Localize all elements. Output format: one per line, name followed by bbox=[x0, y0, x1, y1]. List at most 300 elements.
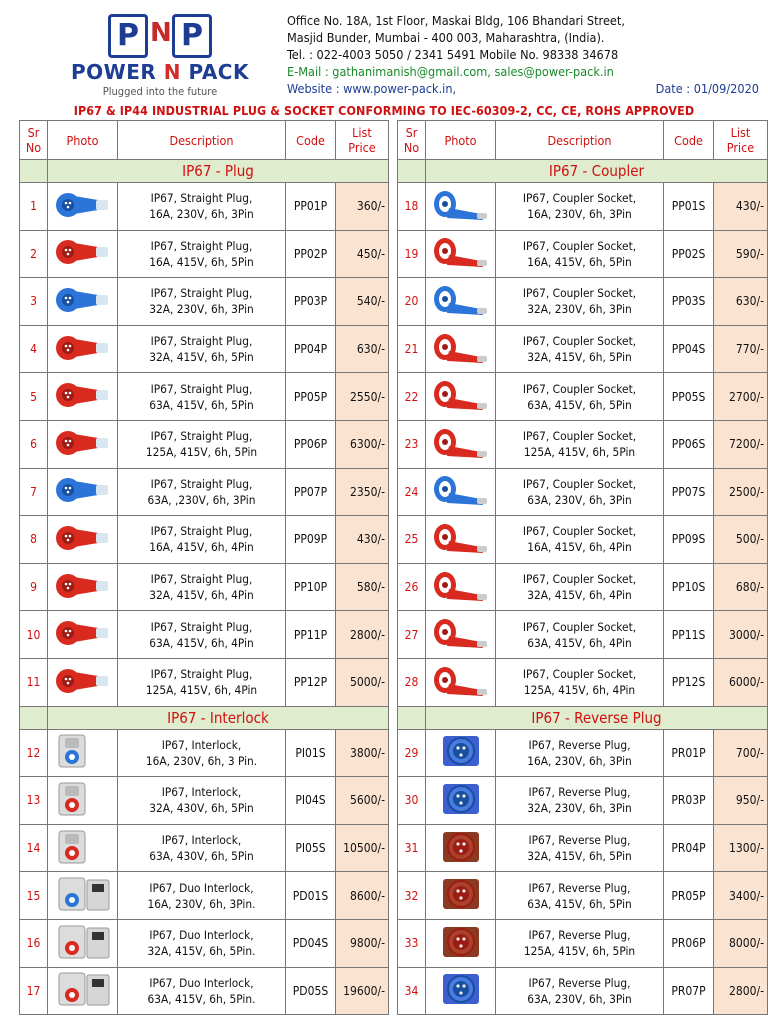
red-coupler-icon bbox=[431, 424, 491, 465]
price-cell: 770/- bbox=[714, 325, 768, 373]
photo-cell bbox=[48, 611, 118, 659]
table-row bbox=[398, 872, 768, 920]
sr-no-cell: 11 bbox=[20, 658, 48, 706]
price-cell: 8000/- bbox=[714, 919, 768, 967]
sr-no-cell: 32 bbox=[398, 872, 426, 920]
price-cell: 2500/- bbox=[714, 468, 768, 516]
description-line-2: 16A, 415V, 6h, 4Pin bbox=[149, 540, 254, 555]
sr-no-cell: 22 bbox=[398, 373, 426, 421]
description-line-1: IP67, Interlock, bbox=[161, 785, 242, 800]
description-cell bbox=[496, 373, 664, 421]
code-cell: PP06P bbox=[286, 420, 336, 468]
table-row bbox=[398, 420, 768, 468]
price-cell: 6300/- bbox=[336, 420, 389, 468]
table-row bbox=[398, 777, 768, 825]
code-cell: PP01P bbox=[286, 183, 336, 231]
description-line-1: IP67, Straight Plug, bbox=[150, 572, 253, 587]
logo-word-power: POWER bbox=[71, 60, 157, 84]
duo-interlock-red-icon bbox=[53, 969, 113, 1012]
code-cell: PI04S bbox=[286, 777, 336, 825]
code-cell: PI01S bbox=[286, 729, 336, 777]
description-cell bbox=[118, 824, 286, 872]
photo-cell bbox=[48, 824, 118, 872]
table-row bbox=[398, 919, 768, 967]
sr-no-cell: 28 bbox=[398, 658, 426, 706]
description-line-2: 16A, 415V, 6h, 5Pin bbox=[149, 254, 254, 269]
code-cell: PP12P bbox=[286, 658, 336, 706]
description-line-2: 32A, 230V, 6h, 3Pin bbox=[527, 801, 632, 816]
description-cell bbox=[118, 872, 286, 920]
price-cell: 500/- bbox=[714, 516, 768, 564]
price-cell: 5600/- bbox=[336, 777, 389, 825]
photo-cell bbox=[48, 373, 118, 421]
section-title: IP67 - Reverse Plug bbox=[426, 706, 768, 729]
description-line-1: IP67, Coupler Socket, bbox=[522, 667, 637, 682]
table-row bbox=[398, 729, 768, 777]
description-line-2: 63A, 230V, 6h, 3Pin bbox=[527, 492, 632, 507]
sr-header-line-1: Sr bbox=[27, 125, 40, 140]
sr-no-cell: 31 bbox=[398, 824, 426, 872]
section-spacer bbox=[398, 706, 426, 729]
sr-no-cell: 5 bbox=[20, 373, 48, 421]
sr-no-cell: 6 bbox=[20, 420, 48, 468]
photo-cell bbox=[48, 325, 118, 373]
description-line-1: IP67, Duo Interlock, bbox=[149, 975, 254, 990]
code-cell: PP03P bbox=[286, 278, 336, 326]
description-cell bbox=[496, 919, 664, 967]
price-cell: 3400/- bbox=[714, 872, 768, 920]
code-cell: PP07S bbox=[664, 468, 714, 516]
description-line-2: 63A, 415V, 6h, 5Pin. bbox=[147, 991, 256, 1006]
price-cell: 6000/- bbox=[714, 658, 768, 706]
description-line-2: 125A, 415V, 6h, 4Pin bbox=[145, 683, 258, 698]
table-row bbox=[398, 468, 768, 516]
price-cell: 540/- bbox=[336, 278, 389, 326]
address-line-1: Office No. 18A, 1st Floor, Maskai Bldg, 106 Bhandari Street, bbox=[287, 13, 625, 28]
sr-no-cell: 3 bbox=[20, 278, 48, 326]
table-row bbox=[20, 563, 389, 611]
section-spacer bbox=[398, 160, 426, 183]
price-cell: 430/- bbox=[714, 183, 768, 231]
photo-cell bbox=[426, 230, 496, 278]
photo-cell bbox=[48, 563, 118, 611]
description-line-1: IP67, Reverse Plug, bbox=[528, 785, 631, 800]
table-row bbox=[20, 872, 389, 920]
description-line-2: 63A, 230V, 6h, 3Pin bbox=[527, 991, 632, 1006]
table-row bbox=[20, 373, 389, 421]
logo-pnp-mark bbox=[45, 14, 275, 58]
description-line-1: IP67, Straight Plug, bbox=[150, 429, 253, 444]
telephone-line: Tel. : 022-4003 5050 / 2341 5491 Mobile No. 98338 34678 bbox=[287, 47, 619, 62]
description-line-2: 32A, 430V, 6h, 5Pin bbox=[149, 801, 254, 816]
description-line-2: 16A, 230V, 6h, 3Pin bbox=[527, 753, 632, 768]
section-header-row bbox=[20, 160, 389, 183]
description-line-1: IP67, Reverse Plug, bbox=[528, 737, 631, 752]
code-cell: PI05S bbox=[286, 824, 336, 872]
logo-letter-n: N bbox=[150, 14, 170, 52]
description-line-2: 125A, 415V, 6h, 5Pin bbox=[523, 445, 636, 460]
table-row bbox=[398, 373, 768, 421]
price-header-line-2: Price bbox=[348, 140, 376, 155]
red-reverse-plug-icon bbox=[437, 923, 485, 964]
photo-cell bbox=[426, 824, 496, 872]
description-line-2: 63A, 415V, 6h, 4Pin bbox=[149, 635, 254, 650]
red-plug-icon bbox=[54, 521, 112, 558]
description-cell bbox=[496, 563, 664, 611]
code-cell: PP10P bbox=[286, 563, 336, 611]
blue-plug-icon bbox=[54, 283, 112, 320]
description-line-1: IP67, Coupler Socket, bbox=[522, 334, 637, 349]
code-cell: PP04P bbox=[286, 325, 336, 373]
sr-no-cell: 10 bbox=[20, 611, 48, 659]
sr-no-cell: 12 bbox=[20, 729, 48, 777]
description-line-2: 125A, 415V, 6h, 4Pin bbox=[523, 683, 636, 698]
description-cell bbox=[118, 278, 286, 326]
description-line-2: 32A, 415V, 6h, 5Pin bbox=[149, 350, 254, 365]
sr-no-cell: 15 bbox=[20, 872, 48, 920]
sr-no-cell: 16 bbox=[20, 919, 48, 967]
description-cell bbox=[496, 420, 664, 468]
description-line-1: IP67, Coupler Socket, bbox=[522, 524, 637, 539]
price-cell: 700/- bbox=[714, 729, 768, 777]
sr-no-cell: 13 bbox=[20, 777, 48, 825]
description-line-1: IP67, Interlock, bbox=[161, 737, 242, 752]
description-line-1: IP67, Interlock, bbox=[161, 833, 242, 848]
description-cell bbox=[496, 516, 664, 564]
standards-banner: IP67 & IP44 INDUSTRIAL PLUG & SOCKET CONFORMING TO IEC-60309-2, CC, CE, ROHS APPROVED bbox=[73, 103, 695, 118]
sr-no-cell: 29 bbox=[398, 729, 426, 777]
description-line-1: IP67, Coupler Socket, bbox=[522, 191, 637, 206]
photo-cell bbox=[426, 872, 496, 920]
description-line-2: 63A, 415V, 6h, 5Pin bbox=[149, 397, 254, 412]
photo-cell bbox=[48, 872, 118, 920]
code-header: Code bbox=[664, 121, 714, 160]
code-cell: PD04S bbox=[286, 919, 336, 967]
code-cell: PP09P bbox=[286, 516, 336, 564]
description-cell bbox=[496, 611, 664, 659]
blue-reverse-plug-icon bbox=[437, 970, 485, 1011]
description-line-2: 125A, 415V, 6h, 5Pin bbox=[523, 944, 636, 959]
photo-cell bbox=[426, 729, 496, 777]
logo-word-n: N bbox=[163, 60, 182, 84]
description-line-1: IP67, Coupler Socket, bbox=[522, 619, 637, 634]
code-cell: PR07P bbox=[664, 967, 714, 1015]
code-cell: PD01S bbox=[286, 872, 336, 920]
description-line-1: IP67, Reverse Plug, bbox=[528, 833, 631, 848]
red-coupler-icon bbox=[431, 662, 491, 703]
description-cell bbox=[118, 325, 286, 373]
description-cell bbox=[118, 468, 286, 516]
table-row bbox=[20, 777, 389, 825]
sr-no-cell: 9 bbox=[20, 563, 48, 611]
description-line-1: IP67, Straight Plug, bbox=[150, 191, 253, 206]
blue-coupler-icon bbox=[431, 471, 491, 512]
red-plug-icon bbox=[54, 235, 112, 272]
table-row bbox=[20, 919, 389, 967]
description-line-1: IP67, Straight Plug, bbox=[150, 286, 253, 301]
table-row bbox=[398, 230, 768, 278]
price-cell: 590/- bbox=[714, 230, 768, 278]
price-cell: 2550/- bbox=[336, 373, 389, 421]
sr-no-cell: 2 bbox=[20, 230, 48, 278]
sr-no-cell: 20 bbox=[398, 278, 426, 326]
red-reverse-plug-icon bbox=[437, 875, 485, 916]
price-cell: 3800/- bbox=[336, 729, 389, 777]
photo-cell bbox=[48, 919, 118, 967]
duo-interlock-red-icon bbox=[53, 922, 113, 965]
section-header-row bbox=[398, 706, 768, 729]
description-cell bbox=[496, 872, 664, 920]
blue-reverse-plug-icon bbox=[437, 780, 485, 821]
description-line-2: 16A, 415V, 6h, 4Pin bbox=[527, 540, 632, 555]
code-cell: PP12S bbox=[664, 658, 714, 706]
description-line-2: 32A, 415V, 6h, 4Pin bbox=[149, 588, 254, 603]
table-row bbox=[20, 468, 389, 516]
description-cell bbox=[118, 729, 286, 777]
interlock-red-icon bbox=[53, 827, 113, 870]
sr-no-cell: 4 bbox=[20, 325, 48, 373]
code-cell: PP11S bbox=[664, 611, 714, 659]
photo-cell bbox=[426, 563, 496, 611]
description-cell bbox=[496, 777, 664, 825]
price-cell: 2700/- bbox=[714, 373, 768, 421]
sr-no-cell: 14 bbox=[20, 824, 48, 872]
description-cell bbox=[118, 658, 286, 706]
price-cell: 10500/- bbox=[336, 824, 389, 872]
code-cell: PR01P bbox=[664, 729, 714, 777]
description-line-1: IP67, Straight Plug, bbox=[150, 667, 253, 682]
description-cell bbox=[118, 777, 286, 825]
table-row bbox=[20, 278, 389, 326]
sr-no-cell: 18 bbox=[398, 183, 426, 231]
list-price-header bbox=[714, 121, 768, 160]
sr-no-cell: 24 bbox=[398, 468, 426, 516]
blue-plug-icon bbox=[54, 473, 112, 510]
price-cell: 1300/- bbox=[714, 824, 768, 872]
sr-no-cell: 8 bbox=[20, 516, 48, 564]
photo-cell bbox=[48, 777, 118, 825]
photo-cell bbox=[426, 611, 496, 659]
description-line-1: IP67, Straight Plug, bbox=[150, 476, 253, 491]
description-line-2: 125A, 415V, 6h, 5Pin bbox=[145, 445, 258, 460]
red-plug-icon bbox=[54, 378, 112, 415]
price-cell: 360/- bbox=[336, 183, 389, 231]
sr-no-cell: 34 bbox=[398, 967, 426, 1015]
contact-block bbox=[287, 12, 767, 97]
price-cell: 2800/- bbox=[714, 967, 768, 1015]
sr-no-cell: 30 bbox=[398, 777, 426, 825]
sr-no-cell: 27 bbox=[398, 611, 426, 659]
price-cell: 950/- bbox=[714, 777, 768, 825]
description-line-2: 63A, 415V, 6h, 5Pin bbox=[527, 896, 632, 911]
table-row bbox=[398, 824, 768, 872]
description-cell bbox=[496, 278, 664, 326]
photo-header: Photo bbox=[426, 121, 496, 160]
price-cell: 5000/- bbox=[336, 658, 389, 706]
blue-plug-icon bbox=[54, 188, 112, 225]
table-row bbox=[20, 658, 389, 706]
red-coupler-icon bbox=[431, 233, 491, 274]
description-header: Description bbox=[118, 121, 286, 160]
price-cell: 3000/- bbox=[714, 611, 768, 659]
photo-cell bbox=[426, 373, 496, 421]
code-cell: PD05S bbox=[286, 967, 336, 1015]
sr-header-line-2: No bbox=[403, 140, 420, 155]
table-row bbox=[20, 611, 389, 659]
description-line-2: 32A, 230V, 6h, 3Pin bbox=[527, 302, 632, 317]
photo-cell bbox=[426, 468, 496, 516]
price-cell: 9800/- bbox=[336, 919, 389, 967]
red-plug-icon bbox=[54, 426, 112, 463]
blue-coupler-icon bbox=[431, 186, 491, 227]
sr-no-cell: 17 bbox=[20, 967, 48, 1015]
photo-cell bbox=[48, 516, 118, 564]
description-cell bbox=[118, 563, 286, 611]
description-line-1: IP67, Coupler Socket, bbox=[522, 238, 637, 253]
description-cell bbox=[118, 516, 286, 564]
code-cell: PR03P bbox=[664, 777, 714, 825]
code-cell: PP05P bbox=[286, 373, 336, 421]
description-line-2: 16A, 415V, 6h, 5Pin bbox=[527, 254, 632, 269]
table-row bbox=[398, 611, 768, 659]
interlock-blue-icon bbox=[53, 731, 113, 774]
section-spacer bbox=[20, 706, 48, 729]
interlock-red-icon bbox=[53, 779, 113, 822]
section-header-row bbox=[20, 706, 389, 729]
code-cell: PP02S bbox=[664, 230, 714, 278]
photo-cell bbox=[426, 919, 496, 967]
blue-reverse-plug-icon bbox=[437, 732, 485, 773]
code-cell: PP10S bbox=[664, 563, 714, 611]
table-row bbox=[398, 516, 768, 564]
description-line-2: 63A, 415V, 6h, 5Pin bbox=[527, 397, 632, 412]
photo-cell bbox=[426, 420, 496, 468]
sr-no-cell: 26 bbox=[398, 563, 426, 611]
left-price-table bbox=[19, 120, 389, 1015]
description-cell bbox=[496, 729, 664, 777]
code-cell: PP03S bbox=[664, 278, 714, 326]
description-line-2: 32A, 415V, 6h, 5Pin. bbox=[147, 944, 256, 959]
table-row bbox=[398, 325, 768, 373]
price-header-line-1: List bbox=[730, 125, 751, 140]
description-cell bbox=[496, 824, 664, 872]
code-cell: PP01S bbox=[664, 183, 714, 231]
sr-no-cell: 25 bbox=[398, 516, 426, 564]
description-line-1: IP67, Straight Plug, bbox=[150, 619, 253, 634]
description-line-2: 32A, 415V, 6h, 5Pin bbox=[527, 849, 632, 864]
logo-letter-p1: P bbox=[108, 14, 148, 58]
photo-cell bbox=[426, 658, 496, 706]
description-line-1: IP67, Duo Interlock, bbox=[149, 880, 254, 895]
logo-word-pack: PACK bbox=[188, 60, 249, 84]
description-line-1: IP67, Duo Interlock, bbox=[149, 928, 254, 943]
red-coupler-icon bbox=[431, 376, 491, 417]
table-row bbox=[398, 967, 768, 1015]
red-coupler-icon bbox=[431, 614, 491, 655]
red-coupler-icon bbox=[431, 567, 491, 608]
description-line-2: 16A, 230V, 6h, 3 Pin. bbox=[145, 753, 258, 768]
price-cell: 630/- bbox=[336, 325, 389, 373]
duo-interlock-blue-icon bbox=[53, 874, 113, 917]
description-line-1: IP67, Straight Plug, bbox=[150, 334, 253, 349]
table-row bbox=[398, 183, 768, 231]
photo-cell bbox=[48, 658, 118, 706]
price-cell: 2800/- bbox=[336, 611, 389, 659]
code-cell: PP09S bbox=[664, 516, 714, 564]
price-cell: 7200/- bbox=[714, 420, 768, 468]
description-line-2: 63A, 430V, 6h, 5Pin bbox=[149, 849, 254, 864]
table-row bbox=[398, 658, 768, 706]
page-header bbox=[0, 0, 768, 106]
table-row bbox=[20, 420, 389, 468]
description-cell bbox=[118, 230, 286, 278]
red-plug-icon bbox=[54, 664, 112, 701]
table-row bbox=[398, 278, 768, 326]
list-price-header bbox=[336, 121, 389, 160]
sr-no-header bbox=[398, 121, 426, 160]
price-cell: 450/- bbox=[336, 230, 389, 278]
code-cell: PP11P bbox=[286, 611, 336, 659]
photo-cell bbox=[48, 420, 118, 468]
red-plug-icon bbox=[54, 616, 112, 653]
price-cell: 2350/- bbox=[336, 468, 389, 516]
description-cell bbox=[118, 420, 286, 468]
description-line-1: IP67, Coupler Socket, bbox=[522, 381, 637, 396]
description-cell bbox=[496, 967, 664, 1015]
description-line-2: 63A, ,230V, 6h, 3Pin bbox=[147, 492, 256, 507]
website-line: Website : www.power-pack.in, bbox=[287, 81, 457, 96]
price-cell: 8600/- bbox=[336, 872, 389, 920]
code-header: Code bbox=[286, 121, 336, 160]
code-cell: PP02P bbox=[286, 230, 336, 278]
description-cell bbox=[496, 230, 664, 278]
description-line-1: IP67, Coupler Socket, bbox=[522, 572, 637, 587]
description-line-1: IP67, Coupler Socket, bbox=[522, 286, 637, 301]
description-cell bbox=[118, 919, 286, 967]
photo-cell bbox=[426, 516, 496, 564]
price-cell: 680/- bbox=[714, 563, 768, 611]
price-header-line-1: List bbox=[352, 125, 372, 140]
code-cell: PP05S bbox=[664, 373, 714, 421]
section-title: IP67 - Plug bbox=[48, 160, 389, 183]
description-cell bbox=[118, 183, 286, 231]
price-cell: 630/- bbox=[714, 278, 768, 326]
photo-cell bbox=[426, 183, 496, 231]
photo-cell bbox=[48, 278, 118, 326]
sr-no-cell: 7 bbox=[20, 468, 48, 516]
photo-cell bbox=[48, 230, 118, 278]
description-line-1: IP67, Straight Plug, bbox=[150, 524, 253, 539]
sr-no-cell: 1 bbox=[20, 183, 48, 231]
company-logo bbox=[45, 8, 275, 100]
description-cell bbox=[496, 325, 664, 373]
code-cell: PP07P bbox=[286, 468, 336, 516]
photo-cell bbox=[48, 729, 118, 777]
section-title: IP67 - Coupler bbox=[426, 160, 768, 183]
red-coupler-icon bbox=[431, 519, 491, 560]
description-cell bbox=[118, 967, 286, 1015]
section-header-row bbox=[398, 160, 768, 183]
table-row bbox=[20, 516, 389, 564]
description-line-1: IP67, Reverse Plug, bbox=[528, 928, 631, 943]
description-cell bbox=[118, 373, 286, 421]
description-line-1: IP67, Coupler Socket, bbox=[522, 429, 637, 444]
description-line-2: 32A, 415V, 6h, 4Pin bbox=[527, 588, 632, 603]
table-row bbox=[20, 230, 389, 278]
description-line-2: 16A, 230V, 6h, 3Pin bbox=[527, 207, 632, 222]
photo-cell bbox=[48, 967, 118, 1015]
price-cell: 19600/- bbox=[336, 967, 389, 1015]
